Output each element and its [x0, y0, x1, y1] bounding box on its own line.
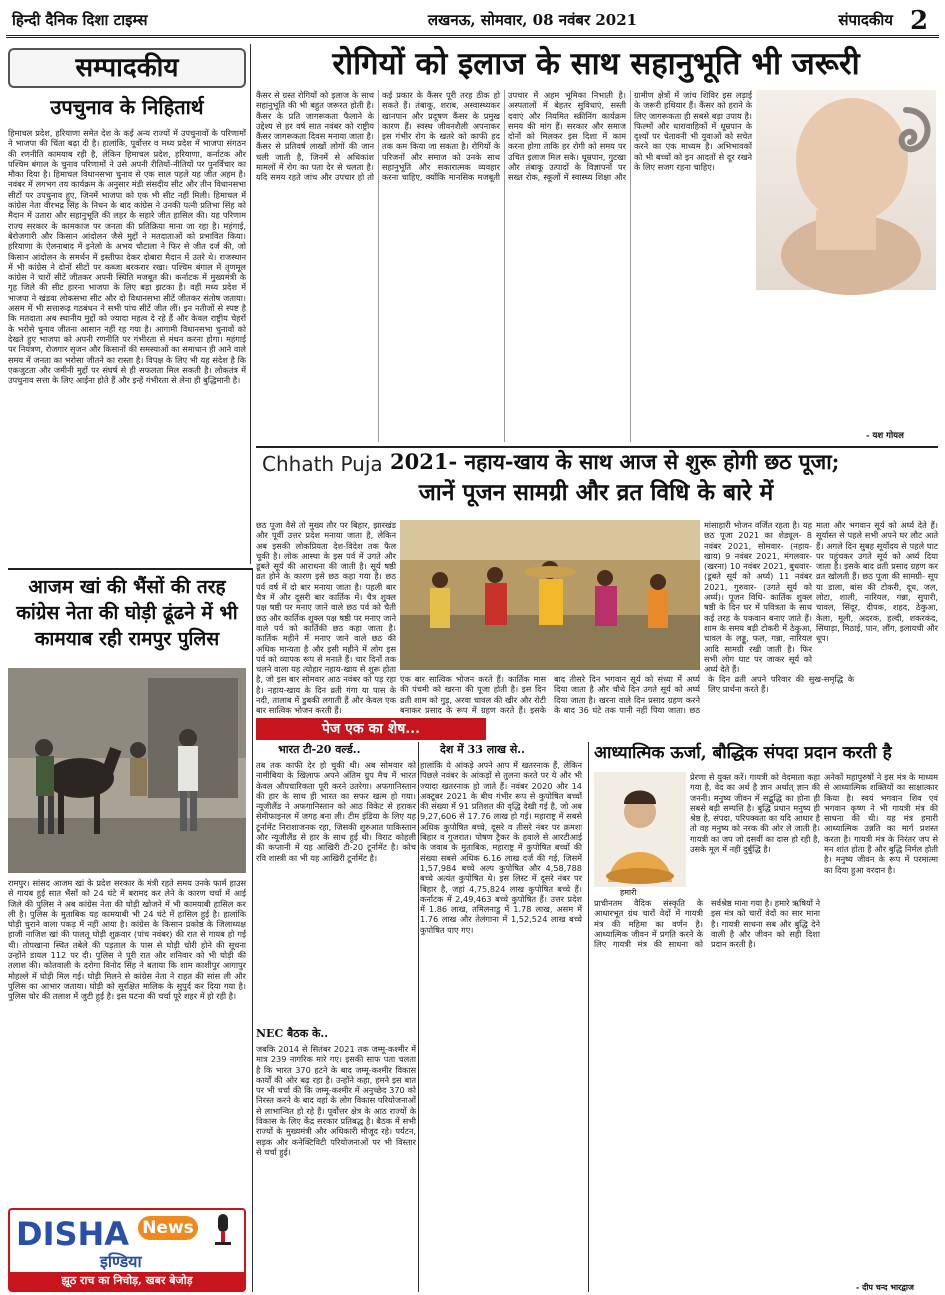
malnutrition-heading: देश में 33 लाख से..	[440, 743, 525, 756]
logo-news: News	[138, 1216, 198, 1240]
spiritual-body-c: अनेकों महापुरुषों ने इस मंत्र के माध्यम से आध्यात्मिक शक्तियों का साक्षात्कार किया है। स्वयं भगवान शिव एवं भगवान कृष्ण ने भी गायत्री मंत्र की साधना की थी। यह मंत्र हमारी आध्यात्मिक उन्नति का मार्ग प्रशस्त करता है। गायत्री मंत्र के निरंतर जप से मन शांत होता है और बुद्धि निर्मल होती है। मनुष्य जीवन के रूप में परमात्मा का दिया हुआ वरदान है।	[824, 772, 938, 875]
rampur-heading-line-3: कामयाब रही रामपुर पुलिस	[34, 628, 220, 650]
rampur-heading	[8, 574, 246, 652]
masthead	[6, 4, 939, 38]
chhath-body-left: छठ पूजा वैसे तो मुख्य तौर पर बिहार, झारखंड और पूर्वी उत्तर प्रदेश मनाया जाता है, लेकिन अब इसकी लोकप्रियता देश-विदेश तक फैल चुकी है। लोक आस्था के इस पर्व में उगते और डूबते सूर्य की आराधना की जाती है। सूर्य षष्ठी व्रत होने के कारण इसे छठ कहा गया है। छठ पर्व वर्ष में दो बार मनाया जाता है। पहली बार चैत्र में और दूसरी बार कार्तिक में। चैत्र शुक्ल पक्ष षष्ठी पर मनाए जाने वाले छठ पर्व को चैती छठ और कार्तिक शुक्ल पक्ष षष्ठी पर मनाए जाने वाले पर्व को कार्तिकी छठ कहा जाता है। कार्तिक महीने में मनाए जाने वाले छठ की अधिक मान्यता है और इसी महीने में लोग इस पर्व को व्यापक रूप से मनाते हैं। चार दिनों तक चलने वाला यह त्योहार नहाय-खाय से शुरू होता है, जो इस बार सोमवार आठ नवंबर को पड़ रहा है। नहाय-खाय के दिन व्रती गंगा या पास के नदी, तालाब में डुबकी लगाती हैं और केवल एक बार सात्विक भोजन करती हैं।	[256, 520, 396, 716]
microphone-icon	[206, 1212, 240, 1248]
spiritual-photo	[594, 772, 686, 887]
dateline: लखनऊ, सोमवार, 08 नवंबर 2021	[427, 10, 638, 29]
chhath-heading-line-2: जानें पूजन सामग्री और व्रत विधि के बारे में	[418, 479, 774, 506]
t20-body: तब तक काफी देर हो चुकी थी। अब सोमवार को नामीबिया के खिलाफ अपने अंतिम ग्रुप मैच में भारत केवल औपचारिकता पूरी करने उतरेगा। अफगानिस्तान की हार के साथ ही भारत का सफर खत्म हो गया। न्यूजीलैंड ने अफगानिस्तान को आठ विकेट से हराकर सेमीफाइनल में जगह बना ली। टीम इंडिया के लिए यह टूर्नामेंट निराशाजनक रहा, जिसकी शुरुआत पाकिस्तान और न्यूजीलैंड से हार के साथ हुई थी। विराट कोहली की कप्तानी में यह आखिरी टी-20 टूर्नामेंट है। कोच रवि शास्त्री का भी यह आखिरी टूर्नामेंट है।	[256, 760, 416, 863]
section-label: संपादकीय	[838, 10, 893, 29]
chhath-devotees-photo	[400, 520, 700, 670]
spiritual-heading: आध्यात्मिक ऊर्जा, बौद्धिक संपदा प्रदान करती है	[594, 743, 892, 763]
rampur-photo	[8, 668, 246, 873]
page-number: 2	[909, 6, 929, 36]
rampur-body: रामपुर। सांसद आजम खां के प्रदेश सरकार के मंत्री रहते समय उनके फार्म हाउस से गायब हुई सात भैंसों को 24 घंटे में बरामद कर लेने के कारण चर्चा में आई जिले की पुलिस ने अब कांग्रेस नेता की घोड़ी खोजने में भी कामयाबी हासिल कर ली है। पुलिस के मुताबिक यह कामयाबी भी 24 घंटे में हासिल हुई है। हालांकि घोड़ी चुराने वाला पकड़ में नहीं आया है। कांग्रेस के किसान प्रकोष्ठ के जिलाध्यक्ष हाजी नाजिश खां की पालतू घोड़ी शुक्रवार (पांच नवंबर) की रात से गायब हो गई थी। तोपखाना स्थित तबेले की पड़ताल के पास से घोड़ी चोरी होने की सूचना उन्होंने डायल 112 पर दी। पुलिस ने पूरी रात और शनिवार को भी घोड़ी की तलाश की। कोतवाली के दरोगा विनोद सिंह ने बताया कि शाम काशीपुर आगापुर मोहल्ले में घोड़ी मिल गई। घोड़ी मिलने से कांग्रेस नेता ने राहत की सांस ली और पुलिस का आभार जताया। घोड़ी को सुरक्षित मालिक के सुपुर्द कर दिया गया है। पुलिस चोर की तलाश में जुटी हुई है। इस घटना की चर्चा पूरे शहर में हो रही है।	[8, 878, 246, 1002]
column-divider	[252, 568, 253, 1292]
chhath-body-mid: एक बार सात्विक भोजन करते हैं। कार्तिक मास की पंचमी को खरना की पूजा होती है। इस दिन व्रती शाम को गुड़, अरवा चावल की खीर और रोटी बनाकर प्रसाद के रूप में ग्रहण करते हैं। इसके बाद तीसरे दिन भगवान सूर्य को संध्या में अर्घ्य दिया जाता है और चौथे दिन उगते सूर्य को अर्घ्य दिया जाता है। खरना वाले दिन प्रसाद ग्रहण करने के बाद 36 घंटे तक पानी नहीं पिया जाता। छठ के दिन व्रती अपने परिवार की सुख-समृद्धि के लिए प्रार्थना करते हैं।	[400, 674, 854, 715]
editorial-box-label: सम्पादकीय	[8, 48, 246, 88]
continuation-bar: पेज एक का शेष...	[256, 718, 486, 740]
bald-patient-photo	[756, 90, 936, 290]
column-divider	[588, 742, 589, 1292]
cancer-body-continued	[756, 292, 936, 442]
rampur-heading-line-1: आजम खां की भैंसों की तरह	[28, 576, 226, 598]
meditation-photo	[594, 772, 686, 887]
chhath-photo	[400, 520, 700, 670]
chhath-body-right: मांसाहारी भोजन वर्जित रहता है। यह छठ पूजा 2021 का शेड्यूल- 8 नवंबर 2021, सोमवार- (नहाय-खाय) 9 नवंबर 2021, मंगलवार- (खरना) 10 नवंबर 2021, बुधवार- (डूबते सूर्य को अर्घ्य) 11 नवंबर 2021, गुरुवार- (उगते सूर्य को अर्घ्य)। पूजन विधि- कार्तिक शुक्ल षष्ठी के दिन घर में पवित्रता के साथ कई तरह के पकवान बनाए जाते हैं। शाम के समय बड़ी टोकरी में ठेकुआ, चावल के लड्डू, फल, गन्ना, नारियल आदि सामग्री रखी जाती है। फिर सभी लोग घाट पर जाकर सूर्य को अर्घ्य देते हैं।	[704, 520, 812, 675]
editorial-body: हिमाचल प्रदेश, हरियाणा समेत देश के कई अन्य राज्यों में उपचुनावों के परिणामों ने भाजपा की चिंता बढ़ा दी है। हालांकि, पूर्वोत्तर व मध्य प्रदेश में भाजपा संगठन की रणनीति कामयाब रही है, लेकिन हिमाचल प्रदेश, हरियाणा, कर्नाटक और पश्चिम बंगाल के चुनाव परिणामों ने उसे अपनी रीतियों-नीतियों पर पुनर्विचार का मौका दिया है। हिमाचल विधानसभा चुनाव से एक साल पहले यह जीत अहम है। नवंबर में लगभग तय कार्यक्रम के अनुसार मंडी संसदीय सीट और तीन विधानसभा सीटों पर उपचुनाव हुए, जिनमें भाजपा को एक भी सीट नहीं मिली। हिमाचल में कांग्रेस नेता वीरभद्र सिंह के निधन के बाद कांग्रेस ने उनकी पत्नी प्रतिभा सिंह को मैदान में उतारा और सहानुभूति की लहर के सहारे जीत हासिल की। यह परिणाम राज्य सरकार के कामकाज पर जनता की प्रतिक्रिया माना जा रहा है। महंगाई, बेरोजगारी और किसान आंदोलन जैसे मुद्दों ने मतदाताओं को प्रभावित किया। हरियाणा के ऐलनाबाद में इनेलो के अभय चौटाला ने फिर से जीत दर्ज की, जो किसान आंदोलन के समर्थन में इस्तीफा देकर दोबारा मैदान में उतरे थे। राजस्थान में भी कांग्रेस ने दोनों सीटों पर कब्जा बरकरार रखा। पश्चिम बंगाल में तृणमूल कांग्रेस ने चारों सीटें जीतकर अपनी स्थिति मजबूत की। कर्नाटक में मुख्यमंत्री के गृह जिले की सीट हारना भाजपा के लिए बड़ा झटका है। वहीं मध्य प्रदेश में भाजपा ने खंडवा लोकसभा सीट और दो विधानसभा सीटें जीतकर संतोष जताया। असम में भी सत्तारूढ़ गठबंधन ने सभी पांच सीटें जीत लीं। इन नतीजों से स्पष्ट है कि मतदाता अब स्थानीय मुद्दों को ज्यादा महत्व दे रहे हैं और केवल राष्ट्रीय चेहरों के भरोसे चुनाव जीतना आसान नहीं रह गया है। आगामी विधानसभा चुनावों को देखते हुए भाजपा को अपनी रणनीति पर गंभीरता से मंथन करना होगा। महंगाई पर नियंत्रण, रोजगार सृजन और किसानों की समस्याओं का समाधान ही आने वाले समय में जनता का भरोसा जीतने का रास्ता है। विपक्ष के लिए भी यह संदेश है कि एकजुटता और जमीनी मुद्दों पर संघर्ष से ही सफलता मिल सकती है। लोकतंत्र में उपचुनाव सत्ता के लिए आईना होते हैं और इन्हें गंभीरता से लेना ही बुद्धिमानी है।	[8, 128, 246, 386]
cancer-patient-photo	[756, 90, 936, 290]
column-divider	[418, 742, 419, 1292]
disha-news-logo	[8, 1208, 246, 1292]
editorial-heading: उपचुनाव के निहितार्थ	[50, 95, 204, 119]
logo-tagline: झूठ राच का निचोड़, खबर बेजोड़	[10, 1272, 244, 1290]
t20-heading: भारत टी-20 वर्ल्ड..	[278, 743, 361, 756]
chhath-heading-line-1: 2021- नहाय-खाय के साथ आज से शुरू होगी छठ पूजा;	[390, 449, 840, 474]
spiritual-caption: हमारी	[620, 888, 637, 897]
logo-word: DISHA	[16, 1215, 130, 1253]
nec-body: जबकि 2014 से सितंबर 2021 तक जम्मू-कश्मीर में मात्र 239 नागरिक मारे गए। इसकी साफ पता चलता है कि भारत 370 हटने के बाद जम्मू-कश्मीर विकास कार्यों की ओर बढ़ रहा है। उन्होंने कहा, हमने इस बात पर भी चर्चा की कि जम्मू-कश्मीर में अनुच्छेद 370 को निरस्त करने के बाद वहां के लोग विकास परियोजनाओं से लाभान्वित हो रहे हैं। पूर्वोत्तर क्षेत्र के आठ राज्यों के विकास के लिए केंद्र सरकार प्रतिबद्ध है। बैठक में सभी राज्यों के मुख्यमंत्री और अधिकारी मौजूद रहे। पर्यटन, सड़क और कनेक्टिविटी परियोजनाओं पर भी विस्तार से चर्चा हुई।	[256, 1044, 416, 1157]
spiritual-body-a: प्रेरणा से युक्त करें। गायत्री को वेदमाता कहा गया है, वेद का अर्थ है ज्ञान अर्थात् ज्ञान की जननी। मनुष्य जीवन में सद्बुद्धि का होना ही सबसे बड़ी सम्पत्ति है। बुद्धि प्रधान मनुष्य ही श्रेष्ठ है, संपदा, परिपक्वता का यदि आधार है तो वह मनुष्य को नरक की ओर ले जाती है। गायत्री का जप जो दसवीं का दास हो रही है, उसके मूल में नहीं दुर्बुद्धि है।	[690, 772, 820, 855]
spiritual-body-b: प्राचीनतम वैदिक संस्कृति के आधारभूत ग्रंथ चारों वेदों में गायत्री मंत्र की महिमा का वर्णन है। आध्यात्मिक जीवन में प्रगति करने के लिए गायत्री मंत्र की साधना को सर्वश्रेष्ठ माना गया है। हमारे ऋषियों ने इस मंत्र को चारों वेदों का सार माना है। गायत्री साधना सब और बुद्धि देने वाली है और जीवन को सही दिशा प्रदान करती है।	[594, 898, 820, 950]
cancer-body: कैंसर से ग्रस्त रोगियों को इलाज के साथ सहानुभूति की भी बहुत जरूरत होती है। कैंसर के प्रति जागरूकता फैलाने के उद्देश्य से हर वर्ष सात नवंबर को राष्ट्रीय कैंसर जागरूकता दिवस मनाया जाता है। कैंसर से प्रतिवर्ष लाखों लोगों की जान चली जाती है, जिनमें से अधिकांश मामलों में रोग का पता देर से चलता है। यदि समय रहते जांच और उपचार हो तो कई प्रकार के कैंसर पूरी तरह ठीक हो सकते हैं। तंबाकू, शराब, अस्वास्थ्यकर खानपान और प्रदूषण कैंसर के प्रमुख कारण हैं। स्वस्थ जीवनशैली अपनाकर इस गंभीर रोग के खतरे को काफी हद तक कम किया जा सकता है। रोगियों के परिजनों और समाज को उनके साथ सहानुभूति और सकारात्मक व्यवहार करना चाहिए, क्योंकि मानसिक मजबूती उपचार में अहम भूमिका निभाती है। अस्पतालों में बेहतर सुविधाएं, सस्ती दवाएं और नियमित स्क्रीनिंग कार्यक्रम समय की मांग हैं। सरकार और समाज दोनों को मिलकर इस दिशा में काम करना होगा ताकि हर रोगी को समय पर उचित इलाज मिल सके। धूम्रपान, गुटखा और तंबाकू उत्पादों के विज्ञापनों पर सख्त रोक, स्कूलों में स्वास्थ्य शिक्षा और ग्रामीण क्षेत्रों में जांच शिविर इस लड़ाई के जरूरी हथियार हैं। कैंसर को हराने के लिए जागरूकता ही सबसे बड़ा उपाय है। फिल्मों और धारावाहिकों में धूम्रपान के दृश्यों पर चेतावनी भी युवाओं को सचेत करने का एक माध्यम है। अभिभावकों को भी बच्चों को इन आदतों से दूर रखने के लिए सजग रहना चाहिए।	[256, 90, 752, 183]
chhath-body-far: माता और भगवान सूर्य को अर्घ्य देते हैं। सूर्यास्त से पहले सभी अपने घर लौट आते हैं। अगले दिन सुबह सूर्योदय से पहले घाट पर पहुंचकर उगते सूर्य को अर्घ्य दिया जाता है। इसके बाद व्रती प्रसाद ग्रहण कर व्रत खोलती हैं। छठ पूजा की सामग्री- सूप या डाला, बांस की टोकरी, दूध, जल, लोटा, शाली, नारियल, गन्ना, सुपारी, चावल, सिंदूर, दीपक, शहद, ठेकुआ, केला, मूली, अदरक, हल्दी, शकरकंद, सिंघाड़ा, मिठाई, पान, लौंग, इलायची और धूप।	[816, 520, 938, 644]
nec-heading: NEC बैठक के..	[256, 1027, 329, 1040]
spiritual-byline: - दीप चन्द भारद्वाज	[856, 1282, 914, 1292]
malnutrition-body: हालांकि ये आंकड़े अपने आप में खतरनाक हैं, लेकिन पिछले नवंबर के आंकड़ों से तुलना करते पर ये और भी ज्यादा खतरनाक हो जाते हैं। नवंबर 2020 और 14 अक्टूबर 2021 के बीच गंभीर रूप से कुपोषित बच्चों की संख्या में 91 प्रतिशत की वृद्धि देखी गई है, जो अब 9,27,606 से 17.76 लाख हो गई। महाराष्ट्र में सबसे अधिक कुपोषित बच्चे, दूसरे व तीसरे नंबर पर क्रमशः बिहार व गुजरात। पोषण ट्रैकर के हवाले से आरटीआई के जवाब के मुताबिक, महाराष्ट्र में कुपोषित बच्चों की संख्या सबसे अधिक 6.16 लाख दर्ज की गई, जिसमें 1,57,984 बच्चे अल्प कुपोषित और 4,58,788 बच्चे अत्यंत कुपोषित थे। इस लिस्ट में दूसरे नंबर पर बिहार है, जहां 4,75,824 लाख कुपोषित बच्चे हैं। कर्नाटक में 2,49,463 बच्चे कुपोषित हैं। उत्तर प्रदेश में 1.86 लाख, तमिलनाडु में 1.78 लाख, असम में 1.76 लाख और तेलंगाना में 1,52,524 लाख बच्चे कुपोषित पाए गए।	[420, 760, 582, 935]
logo-subtitle: इण्डिया	[100, 1252, 142, 1271]
divider	[8, 568, 252, 570]
cancer-byline: - यश गोयल	[866, 431, 904, 441]
cancer-heading: रोगियों को इलाज के साथ सहानुभूति भी जरूरी	[332, 46, 860, 82]
column-divider	[250, 44, 251, 564]
divider	[256, 446, 938, 448]
police-horse-photo	[8, 668, 246, 873]
paper-name: हिन्दी दैनिक दिशा टाइम्स	[12, 10, 148, 29]
rampur-heading-line-2: कांग्रेस नेता की घोड़ी ढूंढने में भी	[16, 602, 238, 624]
chhath-kicker: Chhath Puja	[262, 452, 383, 476]
